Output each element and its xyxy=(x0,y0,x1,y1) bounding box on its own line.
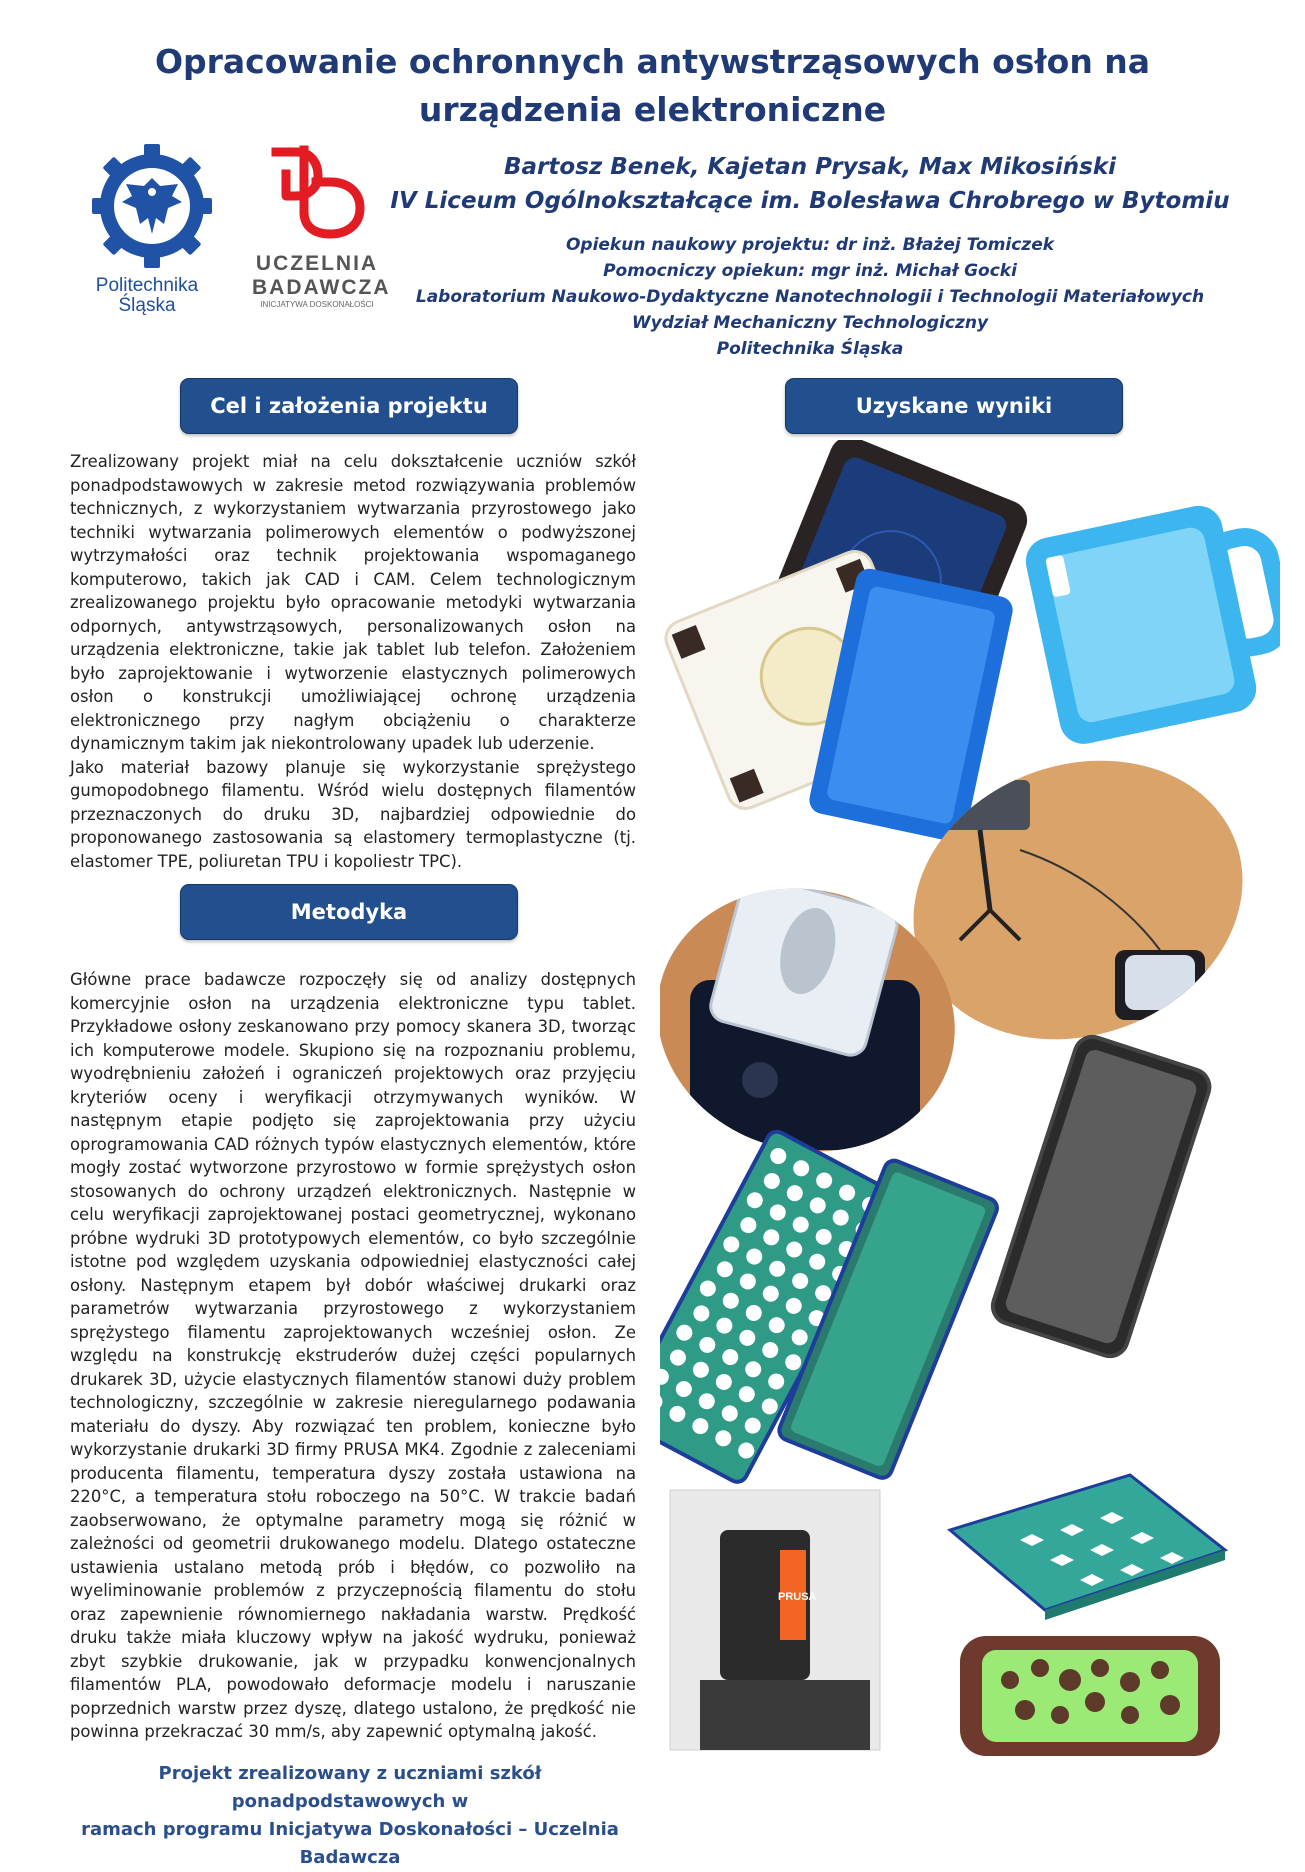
goal-paragraph-1: Zrealizowany projekt miał na celu dokształcenie uczniów szkół ponadpodstawowych w zakresie metod rozwiązywania problemów technicznych, z wykorzystaniem wytwarzania przyrostowego jako techniki wytwarzania polimerowych elementów o podwyższonej wytrzymałości oraz technik projektowania wspomaganego komputerowo, takich jak CAD i CAM. Celem technologicznym zrealizowanego projektu było opracowanie metodyki wytwarzania odpornych, antywstrząsowych, personalizowanych osłon na urządzenia elektroniczne, takie jak tablet lub telefon. Założeniem było zaprojektowanie i wytworzenie elastycznych polimerowych osłon o konstrukcji umożliwiającej ochronę urządzenia elektronicznego przy nagłym obciążeniu o charakterze dynamicznym takim jak niekontrolowany upadek lub uderzenie. xyxy=(70,452,636,753)
title-line-2: urządzenia elektroniczne xyxy=(418,90,887,129)
method-section-heading: Metodyka xyxy=(180,884,518,940)
assistant-supervisor-line: Pomocniczy opiekun: mgr inż. Michał Gocki xyxy=(603,261,1017,281)
ub-monogram-icon xyxy=(268,142,378,242)
goal-paragraph-2: Jako materiał bazowy planuje się wykorzystanie sprężystego gumopodobnego filamentu. Wśród wielu dostępnych filamentów przeznaczonych do druku 3D, najbardziej odpowiednie do proponowanego zastosowania są elastomery termoplastyczne (tj. elastomer TPE, poliuretan TPU i kopoliestr TPC). xyxy=(70,757,636,871)
school-name: IV Liceum Ogólnokształcące im. Bolesława Chrobrego w Bytomiu xyxy=(390,188,1230,214)
hexagon-case-render xyxy=(950,1475,1225,1620)
results-gallery xyxy=(660,440,1280,1760)
printer-label-prusa: PRUSA xyxy=(778,1591,817,1603)
politechnika-logo-text: Politechnika Śląska xyxy=(95,275,199,316)
eagle-gear-emblem-icon xyxy=(92,144,212,269)
goal-section-heading: Cel i założenia projektu xyxy=(180,378,518,434)
method-paragraph: Główne prace badawcze rozpoczęły się od analizy dostępnych komercyjnie osłon na urządzenia elektroniczne typu tablet. Przykładowe osłony zeskanowano przy pomocy skanera 3D, tworząc ich komputerowe modele. Skupiono się na rozpoznaniu problemu, wyodrębnieniu założeń i ograniczeń projektowych oraz przyjęciu kryteriów oceny i weryfikacji otrzymywanych wyników. W następnym etapie podjęto się zaprojektowania przy użyciu oprogramowania CAD różnych typów elastycznych elementów, które mogły zostać wytworzone przyrostowo w formie sprężystych osłon stosowanych do ochrony urządzeń elektronicznych. Następnie w celu weryfikacji zaprojektowanej postaci geometrycznej, wykonano próbne wydruki 3D prototypowych elementów, co było szczególnie istotne pod względem uzyskania odpowiedniej elastyczności całej osłony. Następnym etapem był dobór właściwej drukarki oraz parametrów wytwarzania przyrostowego z wykorzystaniem sprężystego filamentu zaprojektowanych wcześniej osłon. Ze względu na konstrukcję ekstruderów dużej części popularnych drukarek 3D, użycie elastycznych filamentów stanowi duży problem technologiczny, szczególnie w zakresie nieregularnego podawania materiału do dyszy. Aby rozwiązać ten problem, konieczne było wykorzystanie drukarki 3D firmy PRUSA MK4. Zgodnie z zaleceniami producenta filamentu, temperatura dyszy została ustawiona na 220°C, a temperatura stołu roboczego na 50°C. W trakcie badań zaobserwowano, że optymalne parametry mogą się różnić w zależności od geometrii drukowanego modelu. Dlatego ostateczne ustawienia ustalano metodą prób i błędów, co pozwoliło na wyeliminowanie problemów z przyczepnością filamentu do stołu oraz zapewnienie równomiernego nakładania warstw. Prędkość druku także miała kluczowy wpływ na jakość wydruku, ponieważ zbyt szybkie drukowanie, jak w przypadku konwencjonalnych filamentów PLA, powodowało deformacje modelu i naruszanie poprzednich warstw przez dyszę, dlatego ustalono, że prędkość nie powinna przekraczać 30 mm/s, aby zapewnić optymalną jakość. xyxy=(70,970,636,1741)
footer-note: Projekt zrealizowany z uczniami szkół ponadpodstawowych w ramach programu Inicjatywa Doskonałości – Uczelnia Badawcza xyxy=(81,1763,619,1868)
university-line: Politechnika Śląska xyxy=(716,339,904,359)
printer-label-mk4: MK4 xyxy=(780,1605,806,1619)
supervisors-block xyxy=(380,232,1240,362)
goal-text xyxy=(70,450,636,873)
method-text xyxy=(70,968,636,1744)
faculty-line: Wydział Mechaniczny Technologiczny xyxy=(631,313,989,333)
scanned-case-model xyxy=(988,1032,1214,1361)
poster-title xyxy=(0,38,1305,134)
supervisor-line: Opiekun naukowy projektu: dr inż. Błażej Tomiczek xyxy=(565,235,1055,255)
uczelnia-logo-text: UCZELNIA BADAWCZA xyxy=(252,252,391,299)
authors-block xyxy=(380,150,1240,218)
author-names: Bartosz Benek, Kajetan Prysak, Max Mikosiński xyxy=(504,154,1116,180)
printed-green-case-photo xyxy=(960,1636,1220,1756)
results-section-heading: Uzyskane wyniki xyxy=(785,378,1123,434)
printer-photo xyxy=(670,1490,880,1750)
tablet-cases-photo xyxy=(661,440,1280,844)
uczelnia-logo-subtext: INICJATYWA DOSKONAŁOŚCI xyxy=(260,300,374,309)
title-line-1: Opracowanie ochronnych antywstrząsowych osłon na xyxy=(154,42,1151,81)
laboratory-line: Laboratorium Naukowo-Dydaktyczne Nanotechnologii i Technologii Materiałowych xyxy=(415,287,1205,307)
